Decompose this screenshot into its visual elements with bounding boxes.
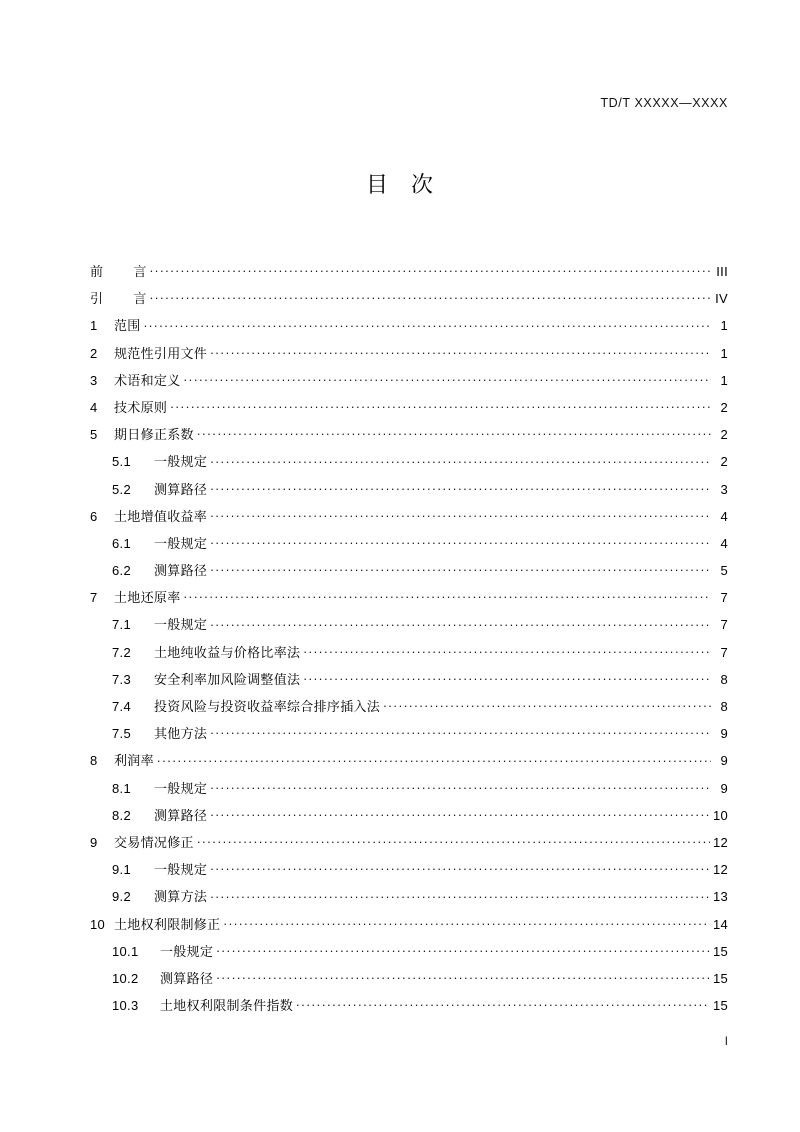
toc-entry-number: 5: [90, 427, 98, 443]
toc-entry-label: 测算方法: [154, 889, 208, 905]
toc-entry-number: 10.3: [112, 998, 139, 1014]
toc-entry-number: 6: [90, 508, 98, 524]
toc-entry-label: 一般规定: [154, 862, 208, 878]
toc-entry-page-number: III: [716, 264, 728, 279]
toc-entry-number: 3: [90, 372, 98, 388]
toc-entry-label: 土地纯收益与价格比率法: [154, 644, 301, 660]
toc-entry-label-part: 言: [133, 291, 147, 307]
toc-entry-page-number: 14: [712, 916, 728, 932]
toc-entry-page-number: 2: [720, 454, 728, 470]
toc-entry[interactable]: [90, 315, 728, 342]
toc-entry[interactable]: [90, 805, 728, 832]
toc-entry-label: 术语和定义: [114, 372, 181, 388]
toc-entry[interactable]: [90, 370, 728, 397]
toc-entry-page-number: 3: [720, 481, 728, 497]
toc-dot-leader: [210, 535, 711, 548]
toc-entry-page-number: 7: [720, 590, 728, 606]
toc-dot-leader: [210, 807, 710, 820]
toc-dot-leader: [197, 834, 710, 847]
toc-entry-page-number: 9: [720, 726, 728, 742]
toc-dot-leader: [210, 780, 711, 793]
toc-entry-page-number: 15: [712, 998, 728, 1014]
toc-entry[interactable]: [90, 886, 728, 913]
toc-dot-leader: [303, 644, 711, 657]
page-title-char-left: 目: [365, 172, 389, 197]
toc-entry-label: 投资风险与投资收益率综合排序插入法: [154, 699, 381, 714]
toc-entry-label: 一般规定: [154, 617, 208, 633]
toc-entry[interactable]: [90, 642, 728, 669]
toc-entry-number: 5.1: [112, 454, 131, 470]
toc-entry-number: 8.2: [112, 807, 131, 823]
toc-entry-label: 一般规定: [154, 454, 208, 470]
page-title-char-right: 次: [411, 172, 435, 197]
toc-dot-leader: [210, 508, 711, 521]
toc-entry-label: 土地权利限制条件指数: [160, 998, 294, 1014]
toc-entry-page-number: 1: [720, 372, 728, 388]
toc-entry[interactable]: [90, 343, 728, 370]
toc-dot-leader: [184, 372, 711, 385]
toc-entry-number: 10.2: [112, 970, 139, 986]
toc-entry-label: 测算路径: [160, 970, 214, 986]
toc-entry-label: 安全利率加风险调整值法: [154, 671, 301, 687]
toc-entry-page-number: 1: [720, 345, 728, 361]
toc-dot-leader: [210, 345, 711, 358]
toc-entry-label-part: 前: [90, 264, 104, 279]
toc-entry[interactable]: [90, 261, 728, 288]
toc-entry-number: 10: [90, 916, 106, 932]
toc-dot-leader: [210, 725, 711, 738]
toc-entry-label: 一般规定: [154, 535, 208, 551]
toc-entry[interactable]: [90, 696, 728, 723]
toc-dot-leader: [210, 616, 711, 629]
toc-entry-number: 5.2: [112, 481, 131, 497]
toc-entry[interactable]: [90, 424, 728, 451]
toc-entry-label: 土地增值收益率: [114, 508, 208, 524]
toc-entry[interactable]: [90, 859, 728, 886]
toc-entry-label: 测算路径: [154, 481, 208, 497]
toc-entry[interactable]: [90, 479, 728, 506]
toc-entry-label: 技术原则: [114, 399, 168, 415]
toc-entry[interactable]: [90, 832, 728, 859]
toc-entry-number: 7.1: [112, 617, 131, 633]
toc-entry-label: 其他方法: [154, 726, 208, 742]
toc-entry-page-number: IV: [715, 291, 728, 307]
toc-dot-leader: [223, 916, 710, 929]
toc-entry-label-part: 言: [133, 264, 147, 279]
toc-entry-page-number: 2: [720, 427, 728, 443]
toc-entry-page-number: 8: [720, 671, 728, 687]
toc-entry-page-number: 12: [712, 834, 728, 850]
toc-entry-number: 9.2: [112, 889, 131, 905]
toc-entry-page-number: 7: [720, 644, 728, 660]
toc-entry-page-number: 15: [712, 943, 728, 959]
toc-entry-number: 10.1: [112, 943, 139, 959]
toc-entry[interactable]: [90, 941, 728, 968]
toc-entry-page-number: 4: [720, 535, 728, 551]
toc-entry-label: [90, 261, 147, 280]
toc-entry[interactable]: [90, 995, 728, 1022]
toc-dot-leader: [210, 861, 710, 874]
toc-entry[interactable]: [90, 397, 728, 424]
toc-entry-number: 8: [90, 753, 98, 769]
toc-entry-label: 测算路径: [154, 563, 208, 579]
toc-dot-leader: [150, 290, 711, 303]
toc-entry-page-number: 5: [720, 563, 728, 579]
toc-entry-number: 7.3: [112, 671, 131, 687]
toc-entry[interactable]: [90, 587, 728, 614]
toc-entry[interactable]: [90, 778, 728, 805]
toc-entry-number: 7: [90, 590, 98, 606]
toc-dot-leader: [157, 752, 711, 765]
toc-entry-page-number: 10: [712, 807, 728, 823]
toc-dot-leader: [296, 997, 710, 1010]
toc-dot-leader: [216, 970, 710, 983]
toc-dot-leader: [150, 263, 711, 276]
toc-dot-leader: [216, 943, 710, 956]
toc-entry-page-number: 15: [712, 970, 728, 986]
page-title: [0, 168, 800, 199]
toc-dot-leader: [303, 671, 711, 684]
toc-entry-label-part: 引: [90, 291, 104, 307]
toc-entry[interactable]: [90, 560, 728, 587]
toc-dot-leader: [210, 888, 710, 901]
toc-entry[interactable]: [90, 288, 728, 315]
toc-entry-page-number: 2: [720, 399, 728, 415]
toc-dot-leader: [144, 317, 711, 330]
toc-entry-page-number: 9: [720, 753, 728, 769]
toc-entry-label: 规范性引用文件: [114, 345, 208, 361]
toc-dot-leader: [210, 562, 711, 575]
toc-entry-label: 利润率: [114, 753, 154, 769]
toc-entry-label: 测算路径: [154, 807, 208, 823]
toc-entry-label: [90, 288, 147, 307]
toc-entry-label: 一般规定: [154, 780, 208, 796]
toc-entry-number: 6.2: [112, 563, 131, 579]
document-header-standard-code: TD/T XXXXX—XXXX: [600, 96, 728, 110]
toc-entry-number: 1: [90, 318, 98, 334]
toc-entry-number: 4: [90, 399, 98, 415]
toc-entry-label: 土地权利限制修正: [114, 916, 221, 932]
toc-entry-page-number: 8: [720, 699, 728, 714]
toc-entry[interactable]: [90, 968, 728, 995]
toc-dot-leader: [383, 698, 711, 711]
toc-dot-leader: [170, 399, 711, 412]
toc-entry-label: 交易情况修正: [114, 834, 194, 850]
toc-entry-page-number: 1: [720, 318, 728, 334]
toc-entry-number: 7.4: [112, 699, 131, 714]
toc-entry-page-number: 7: [720, 617, 728, 633]
toc-entry-number: 7.5: [112, 726, 131, 742]
toc-entry-page-number: 12: [712, 862, 728, 878]
toc-entry[interactable]: [90, 750, 728, 777]
table-of-contents: [90, 261, 728, 1022]
toc-dot-leader: [210, 481, 711, 494]
toc-entry-number: 9: [90, 834, 98, 850]
toc-entry[interactable]: [90, 533, 728, 560]
toc-entry[interactable]: [90, 451, 728, 478]
toc-entry[interactable]: [90, 669, 728, 696]
toc-entry-number: 9.1: [112, 862, 131, 878]
toc-entry-page-number: 9: [720, 780, 728, 796]
toc-entry[interactable]: [90, 723, 728, 750]
toc-entry-number: 8.1: [112, 780, 131, 796]
toc-entry[interactable]: [90, 506, 728, 533]
toc-entry-number: 7.2: [112, 644, 131, 660]
toc-entry[interactable]: [90, 614, 728, 641]
toc-entry-page-number: 4: [720, 508, 728, 524]
footer-page-number: I: [724, 1036, 728, 1048]
toc-entry[interactable]: [90, 914, 728, 941]
toc-dot-leader: [197, 426, 711, 439]
toc-dot-leader: [210, 453, 711, 466]
toc-entry-label: 土地还原率: [114, 590, 181, 606]
toc-entry-label: 范围: [114, 318, 141, 334]
toc-entry-number: 2: [90, 345, 98, 361]
toc-entry-page-number: 13: [712, 889, 728, 905]
toc-dot-leader: [184, 589, 711, 602]
toc-entry-label: 期日修正系数: [114, 427, 194, 443]
toc-entry-label: 一般规定: [160, 943, 214, 959]
toc-entry-number: 6.1: [112, 535, 131, 551]
